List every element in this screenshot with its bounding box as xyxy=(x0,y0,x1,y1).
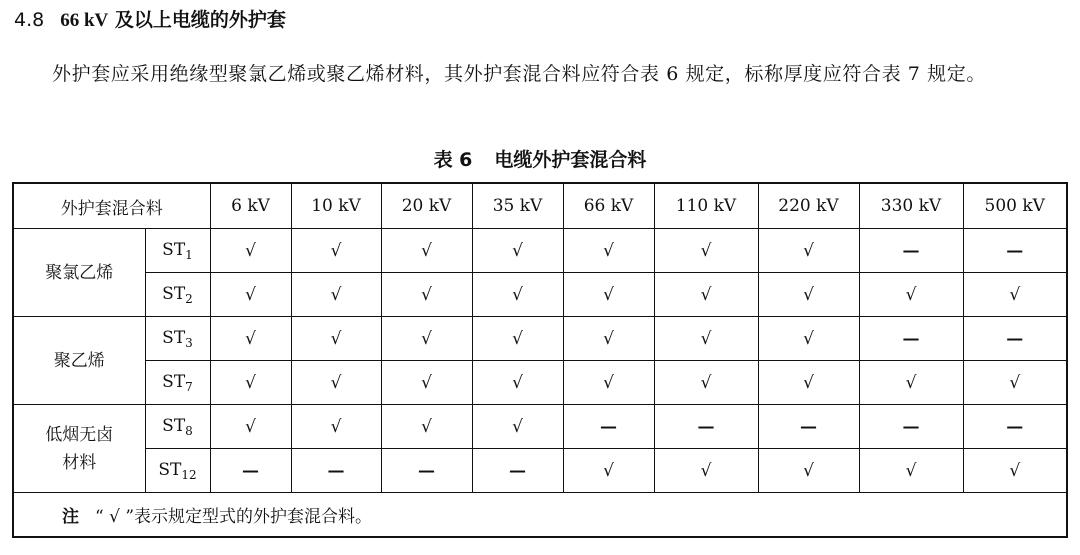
mark-cell: √ xyxy=(654,449,758,493)
mark-cell: √ xyxy=(381,405,472,449)
mark-cell: √ xyxy=(381,229,472,273)
compound-code: $ST_7$ xyxy=(145,361,210,405)
mark-cell: — xyxy=(859,317,963,361)
mark-cell: — xyxy=(963,405,1067,449)
mark-cell: — xyxy=(472,449,563,493)
mark-cell: √ xyxy=(758,273,859,317)
section-heading xyxy=(14,6,286,34)
body-paragraph: 外护套应采用绝缘型聚氯乙烯或聚乙烯材料，其外护套混合料应符合表 6 规定，标称厚度应符合表 7 规定。 xyxy=(52,63,986,85)
header-voltage: 35 kV xyxy=(472,183,563,229)
mark-cell: √ xyxy=(472,361,563,405)
mark-cell: — xyxy=(654,405,758,449)
mark-cell: √ xyxy=(654,317,758,361)
sheath-compound-table xyxy=(12,182,1068,538)
mark-cell: √ xyxy=(210,361,291,405)
table-row xyxy=(13,273,1067,317)
section-title-voltage: 66 kV xyxy=(60,10,109,31)
mark-cell: √ xyxy=(472,273,563,317)
note-label: 注 xyxy=(62,507,79,527)
compound-code: $ST_1$ xyxy=(145,229,210,273)
mark-cell: √ xyxy=(563,449,654,493)
mark-cell: √ xyxy=(758,361,859,405)
mark-cell: √ xyxy=(963,273,1067,317)
mark-cell: √ xyxy=(859,361,963,405)
table-note xyxy=(13,493,1067,538)
table-row xyxy=(13,317,1067,361)
mark-cell: √ xyxy=(291,317,381,361)
mark-cell: — xyxy=(859,229,963,273)
mark-cell: √ xyxy=(472,405,563,449)
mark-cell: — xyxy=(963,229,1067,273)
mark-cell: √ xyxy=(758,449,859,493)
header-compound: 外护套混合料 xyxy=(13,183,210,229)
mark-cell: √ xyxy=(291,229,381,273)
section-number: 4.8 xyxy=(14,9,45,31)
mark-cell: — xyxy=(210,449,291,493)
group-name: 聚乙烯 xyxy=(13,317,145,405)
header-voltage: 110 kV xyxy=(654,183,758,229)
table-note-row xyxy=(13,493,1067,538)
compound-code: $ST_8$ xyxy=(145,405,210,449)
header-voltage: 6 kV xyxy=(210,183,291,229)
mark-cell: — xyxy=(381,449,472,493)
mark-cell: √ xyxy=(758,317,859,361)
mark-cell: √ xyxy=(291,273,381,317)
mark-cell: √ xyxy=(563,361,654,405)
mark-cell: √ xyxy=(381,361,472,405)
group-name-line1: 低烟无卤 xyxy=(45,424,114,445)
header-voltage: 10 kV xyxy=(291,183,381,229)
table-caption-number: 表 6 xyxy=(433,149,473,171)
mark-cell: — xyxy=(291,449,381,493)
group-name: 聚氯乙烯 xyxy=(13,229,145,317)
mark-cell: — xyxy=(859,405,963,449)
header-voltage: 66 kV xyxy=(563,183,654,229)
table-row xyxy=(13,361,1067,405)
mark-cell: √ xyxy=(758,229,859,273)
mark-cell: √ xyxy=(563,273,654,317)
mark-cell: √ xyxy=(963,449,1067,493)
mark-cell: — xyxy=(563,405,654,449)
compound-code: $ST_3$ xyxy=(145,317,210,361)
group-name xyxy=(13,405,145,493)
table-row xyxy=(13,405,1067,449)
mark-cell: √ xyxy=(472,229,563,273)
table-caption-title: 电缆外护套混合料 xyxy=(494,149,647,171)
table-header-row xyxy=(13,183,1067,229)
compound-code: $ST_2$ xyxy=(145,273,210,317)
mark-cell: √ xyxy=(210,229,291,273)
note-text: “ √ ”表示规定型式的外护套混合料。 xyxy=(95,507,373,527)
group-name-line2: 材料 xyxy=(62,452,97,473)
mark-cell: — xyxy=(758,405,859,449)
compound-code: $ST_{12}$ xyxy=(145,449,210,493)
header-voltage: 20 kV xyxy=(381,183,472,229)
mark-cell: — xyxy=(963,317,1067,361)
mark-cell: √ xyxy=(563,317,654,361)
header-voltage: 330 kV xyxy=(859,183,963,229)
mark-cell: √ xyxy=(859,273,963,317)
table-caption xyxy=(0,145,1080,175)
mark-cell: √ xyxy=(472,317,563,361)
mark-cell: √ xyxy=(210,317,291,361)
mark-cell: √ xyxy=(291,405,381,449)
section-title-text: 及以上电缆的外护套 xyxy=(108,9,286,31)
table-row xyxy=(13,449,1067,493)
mark-cell: √ xyxy=(381,317,472,361)
mark-cell: √ xyxy=(381,273,472,317)
mark-cell: √ xyxy=(210,405,291,449)
mark-cell: √ xyxy=(859,449,963,493)
mark-cell: √ xyxy=(654,229,758,273)
mark-cell: √ xyxy=(563,229,654,273)
mark-cell: √ xyxy=(963,361,1067,405)
mark-cell: √ xyxy=(210,273,291,317)
table-row xyxy=(13,229,1067,273)
mark-cell: √ xyxy=(654,273,758,317)
header-voltage: 500 kV xyxy=(963,183,1067,229)
mark-cell: √ xyxy=(291,361,381,405)
header-voltage: 220 kV xyxy=(758,183,859,229)
mark-cell: √ xyxy=(654,361,758,405)
